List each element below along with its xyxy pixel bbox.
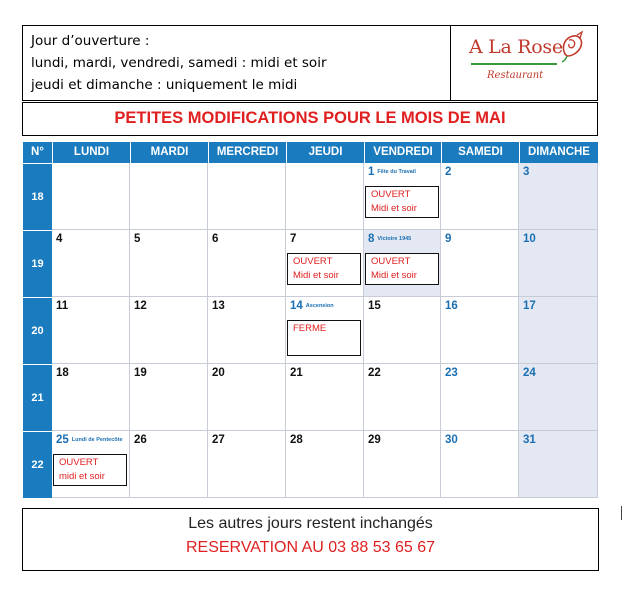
day-number: 17 [523, 300, 536, 312]
open-label [365, 253, 439, 285]
footer-box [22, 508, 599, 571]
day-number: 30 [445, 434, 458, 446]
week-number: 21 [23, 364, 52, 431]
day-cell [286, 431, 364, 498]
day-cell [52, 297, 130, 364]
day-number: 10 [523, 233, 536, 245]
week-number: 18 [23, 163, 52, 230]
holiday-note: Lundi de Pentecôte [71, 436, 123, 443]
day-header-lundi: LUNDI [52, 142, 130, 163]
day-cell [286, 230, 364, 297]
tag-line: OUVERT [59, 457, 99, 468]
day-number: 31 [523, 434, 536, 446]
tag-line: Midi et soir [293, 270, 339, 281]
logo-name: A La Rose [469, 36, 563, 58]
day-number: 7 [290, 233, 297, 245]
day-cell [364, 230, 441, 297]
day-cell [208, 163, 286, 230]
day-cell [208, 230, 286, 297]
day-number: 16 [445, 300, 458, 312]
day-number: 13 [212, 300, 225, 312]
week-number-header: N° [23, 142, 52, 163]
day-number: 9 [445, 233, 452, 245]
open-label [53, 454, 127, 486]
tag-line: FERME [293, 323, 327, 334]
day-number: 24 [523, 367, 536, 379]
day-cell [208, 431, 286, 498]
restaurant-logo [450, 25, 598, 101]
text-cursor-mark [621, 506, 622, 520]
day-cell [130, 364, 208, 431]
opening-hours-box [22, 25, 451, 101]
day-number: 15 [368, 300, 381, 312]
day-number: 26 [134, 434, 147, 446]
banner-title: PETITES MODIFICATIONS POUR LE MOIS DE MAI [22, 102, 598, 136]
day-header-samedi: SAMEDI [441, 142, 519, 163]
day-cell [208, 364, 286, 431]
tag-line: midi et soir [59, 471, 105, 482]
may-calendar [23, 142, 598, 498]
day-header-vendredi: VENDREDI [364, 142, 441, 163]
opening-hours-thu-sun: jeudi et dimanche : uniquement le midi [31, 77, 298, 93]
day-cell [52, 230, 130, 297]
day-cell [286, 364, 364, 431]
tag-line: Midi et soir [371, 203, 417, 214]
day-cell [286, 297, 364, 364]
day-number: 8 Victoire 1945 [368, 233, 412, 245]
day-cell [441, 230, 519, 297]
closed-label [287, 320, 361, 356]
day-cell [364, 297, 441, 364]
tag-line: OUVERT [371, 189, 411, 200]
day-number: 22 [368, 367, 381, 379]
day-cell [364, 163, 441, 230]
opening-hours-weekdays: lundi, mardi, vendredi, samedi : midi et soir [31, 55, 327, 71]
day-cell [519, 230, 598, 297]
holiday-note: Fête du Travail [377, 168, 416, 175]
day-number: 12 [134, 300, 147, 312]
rose-icon [555, 30, 589, 64]
day-cell [130, 431, 208, 498]
day-number: 19 [134, 367, 147, 379]
day-cell [441, 364, 519, 431]
day-header-mardi: MARDI [130, 142, 208, 163]
day-cell [130, 230, 208, 297]
day-number: 6 [212, 233, 219, 245]
day-cell [286, 163, 364, 230]
day-number: 14 Ascension [290, 300, 334, 312]
logo-subtitle: Restaurant [487, 70, 544, 81]
day-number: 4 [56, 233, 63, 245]
footer-note: Les autres jours restent inchangés [188, 515, 433, 532]
day-cell [441, 163, 519, 230]
day-cell [130, 163, 208, 230]
reservation-phone: RESERVATION AU 03 88 53 65 67 [185, 539, 436, 556]
week-number: 19 [23, 230, 52, 297]
tag-line: OUVERT [371, 256, 411, 267]
day-number: 3 [523, 166, 530, 178]
day-number: 25 Lundi de Pentecôte [56, 434, 123, 446]
day-cell [519, 163, 598, 230]
day-cell [364, 364, 441, 431]
day-cell [519, 364, 598, 431]
day-cell [52, 163, 130, 230]
day-header-dimanche: DIMANCHE [519, 142, 598, 163]
holiday-note: Victoire 1945 [377, 235, 412, 242]
day-number: 11 [56, 300, 69, 312]
day-cell [130, 297, 208, 364]
day-number: 27 [212, 434, 225, 446]
week-number: 22 [23, 431, 52, 498]
day-cell [52, 431, 130, 498]
day-number: 18 [56, 367, 69, 379]
day-number: 29 [368, 434, 381, 446]
day-cell [364, 431, 441, 498]
open-label [365, 186, 439, 218]
day-number: 23 [445, 367, 458, 379]
day-cell [208, 297, 286, 364]
holiday-note: Ascension [305, 302, 334, 309]
day-number: 28 [290, 434, 303, 446]
logo-underline [471, 63, 557, 65]
day-header-mercredi: MERCREDI [208, 142, 286, 163]
tag-line: OUVERT [293, 256, 333, 267]
day-number: 5 [134, 233, 141, 245]
day-number: 1 Fête du Travail [368, 166, 416, 178]
open-label [287, 253, 361, 285]
day-cell [52, 364, 130, 431]
day-cell [519, 431, 598, 498]
tag-line: Midi et soir [371, 270, 417, 281]
week-number: 20 [23, 297, 52, 364]
day-number: 2 [445, 166, 452, 178]
day-cell [441, 431, 519, 498]
day-cell [441, 297, 519, 364]
opening-hours-title: Jour d’ouverture : [31, 33, 150, 49]
day-cell [519, 297, 598, 364]
day-header-jeudi: JEUDI [286, 142, 364, 163]
day-number: 20 [212, 367, 225, 379]
day-number: 21 [290, 367, 303, 379]
